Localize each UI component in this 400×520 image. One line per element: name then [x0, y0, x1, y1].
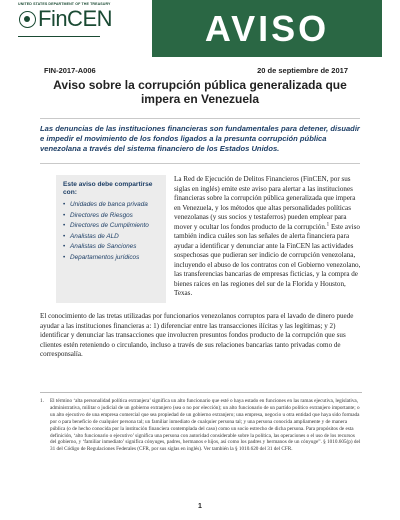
intro-text-a: La Red de Ejecución de Delitos Financieros (FinCEN, por sus siglas en inglés) emite este aviso para alertar a las instituciones financieras sobre la corrupción pública generalizada que impera en Venezuela, y los métodos que altas personalidades políticas venezolanas (y sus socios y testaferros) pueden emplear para mover y ocultar los fondos producto de la corrupción.: [174, 175, 356, 231]
bullet-icon: •: [63, 253, 66, 261]
list-item: [63, 212, 160, 220]
fincen-logo: [18, 2, 113, 50]
list-item: [63, 233, 160, 241]
share-with-heading: Este aviso debe compartirse con:: [63, 181, 153, 196]
intro-paragraph: [174, 175, 362, 299]
footnote-text: El término ‘alta personalidad política extranjera’ significa un alto funcionario que esté o haya estado en funciones en las ramas ejecutiva, legislativa, administrativa, militar o judicial de un gobierno extranjero (sea o no por elección); un alto funcionario de un partido político extranjero importante; o un alto ejecutivo de una empresa comercial que sea propiedad de un gobierno extranjero; una empresa, negocio u otra entidad que haya sido formada por o para beneficio de cualquier persona tal; un familiar inmediato de cualquier persona tal; y una persona conocida ampliamente y de manera pública (o de hecho conocida por la institución financiera contemplada del caso) como un socio estrecho de dicha persona. Para propósitos de esta definición, ‘alto funcionario o ejecutivo’ significa una persona con autoridad considerable sobre la política, las operaciones o el uso de los recursos del gobierno, y ‘familiar inmediato’ significa cónyuges, padres, hermanos e hijos, así como los padres y hermanos de un cónyuge”. § 1010.605(p) del 31 del Código de Regulaciones Federales (CFR, por sus siglas en inglés). Ver también la § 1010.620 del 31 del CFR.: [50, 398, 361, 453]
bullet-icon: •: [63, 222, 66, 230]
list-item: [63, 243, 160, 251]
share-with-list: [63, 201, 160, 262]
logo-name-text: FinCEN: [38, 6, 113, 31]
list-item-label: Unidades de banca privada: [70, 201, 148, 208]
document-date: 20 de septiembre de 2017: [257, 66, 348, 75]
intro-text-b: Este aviso también indica cuáles son las señales de alerta financiera para ayudar a identificar y denunciar ante la FinCEN las actividades sospechosas que pudieran ser indicio de corrupción venezolana, incluyendo el abuso de los contratos con el Gobierno venezolano, las transferencias bancarias de empresas ficticias, y la compra de bienes raíces en las regiones del sur de la Florida y Houston, Texas.: [174, 222, 361, 297]
bullet-icon: •: [63, 232, 66, 240]
list-item-label: Directores de Cumplimiento: [70, 222, 149, 230]
treasury-seal-icon: [19, 11, 36, 28]
list-item: [63, 201, 160, 209]
aviso-banner: AVISO: [152, 0, 382, 57]
divider: [40, 163, 360, 164]
list-item-label: Analistas de Sanciones: [70, 243, 137, 251]
body-paragraph: El conocimiento de las tretas utilizadas por funcionarios venezolanos corruptos para el lavado de dinero puede ayudar a las instituciones financieras a: 1) diferenciar entre las transacciones ilícitas y las legítimas; y 2) identificar y denunciar las transacciones que involucren presuntos fondos producto de la corrupción que sus clientes estén reteniendo o circulando, incluso a través de sus relaciones bancarias tanto privadas como de corresponsalía.: [40, 312, 354, 358]
footnote-number: 1.: [40, 398, 44, 404]
bullet-icon: •: [63, 243, 66, 251]
page-number: 1: [198, 503, 202, 510]
list-item: [63, 222, 160, 230]
list-item: [63, 254, 160, 262]
document-id: FIN-2017-A006: [44, 66, 96, 75]
bullet-icon: •: [63, 211, 66, 219]
summary-text: Las denuncias de las instituciones financieras son fundamentales para detener, disuadir e impedir el movimiento de los fondos ligados a la presunta corrupción pública venezolana a través del sistema financiero de los Estados Unidos.: [40, 124, 360, 153]
divider: [40, 118, 360, 119]
footnote: [40, 398, 362, 453]
footnote-ref[interactable]: 1: [326, 222, 330, 228]
list-item-label: Directores de Riesgos: [70, 211, 133, 219]
list-item-label: Departamentos jurídicos: [70, 253, 140, 261]
logo-department-text: UNITED STATES DEPARTMENT OF THE TREASURY: [18, 2, 111, 6]
bullet-icon: •: [63, 201, 66, 208]
list-item-label: Analistas de ALD: [70, 232, 119, 240]
page-title: Aviso sobre la corrupción pública generalizada que impera en Venezuela: [53, 78, 347, 106]
footnote-divider: [40, 392, 362, 393]
logo-underline: [18, 36, 100, 37]
share-with-box: [56, 175, 166, 303]
